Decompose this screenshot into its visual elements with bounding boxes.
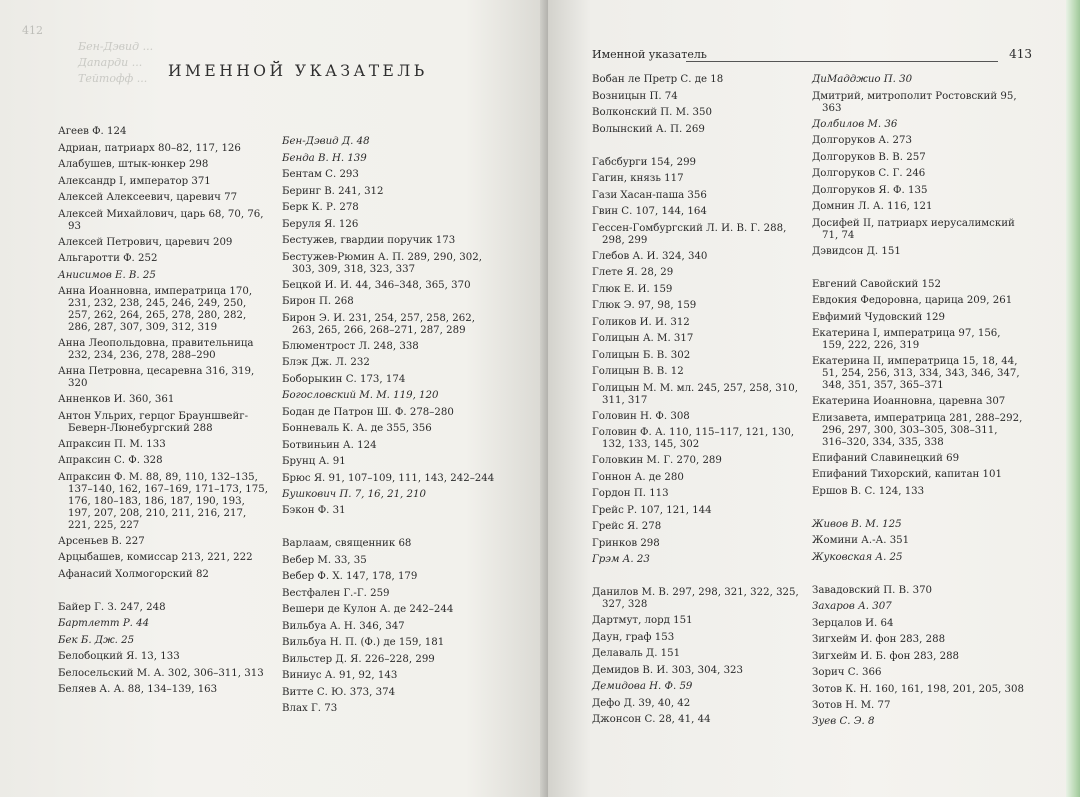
index-entry: Дартмут, лорд 151 (592, 615, 693, 626)
index-entry: Екатерина II, императрица 15, 18, 44, 51, 254, 256, 313, 334, 343, 346, 347, 348, 351, 357, 365–371 (812, 356, 1020, 391)
index-entry: Джонсон С. 28, 41, 44 (592, 714, 711, 725)
index-entry: Бестужев, гвардии поручик 173 (282, 235, 456, 246)
index-entry: Антон Ульрих, герцог Брауншвейг-Беверн-Люнебургский 288 (58, 410, 249, 434)
running-header (592, 45, 1032, 65)
index-entry: Зотов Н. М. 77 (812, 699, 891, 711)
index-entry: Бенда В. Н. 139 (282, 152, 367, 164)
index-entry: Грэм А. 23 (592, 554, 650, 565)
index-entry: Глюк Э. 97, 98, 159 (592, 300, 697, 311)
index-entry: Байер Г. З. 247, 248 (58, 601, 166, 613)
index-entry: Захаров А. 307 (812, 601, 892, 612)
index-entry: Бонневаль К. А. де 355, 356 (282, 423, 432, 434)
index-entry: Гагин, князь 117 (592, 173, 684, 184)
index-entry: Долгоруков Я. Ф. 135 (812, 184, 928, 196)
header-rule (686, 61, 998, 62)
index-entry: Вебер Ф. Х. 147, 178, 179 (282, 571, 418, 582)
index-entry: ДиМадджио П. 30 (812, 74, 913, 85)
index-entry: Алабушев, штык-юнкер 298 (58, 159, 209, 170)
index-entry: Гессен-Гомбургский Л. И. В. Г. 288, 298, 299 (592, 222, 787, 246)
index-entry: Адриан, патриарх 80–82, 117, 126 (58, 142, 241, 154)
letter-group-gap (812, 500, 1024, 517)
letter-group-gap (592, 138, 804, 155)
index-entry: Влах Г. 73 (282, 703, 338, 714)
index-entry: Данилов М. В. 297, 298, 321, 322, 325, 327, 328 (592, 587, 799, 610)
index-entry: Голицын Б. В. 302 (592, 349, 691, 361)
index-entry: Арсеньев В. 227 (58, 535, 145, 547)
index-entry: Гоннон А. де 280 (592, 471, 684, 483)
index-entry: Бестужев-Рюмин А. П. 289, 290, 302, 303, 309, 318, 323, 337 (282, 251, 482, 275)
index-entry: Евгений Савойский 152 (812, 278, 942, 290)
index-entry: Головин Н. Ф. 308 (592, 410, 690, 422)
index-entry: Агеев Ф. 124 (58, 126, 127, 137)
index-entry: Зорич С. 366 (812, 667, 882, 678)
index-entry: Беляев А. А. 88, 134–139, 163 (58, 683, 218, 695)
index-entry: Белосельский М. А. 302, 306–311, 313 (58, 667, 264, 679)
index-column-right-1 (592, 72, 804, 729)
index-entry: Анна Леопольдовна, правительница 232, 234, 236, 278, 288–290 (58, 338, 254, 361)
running-header-title: Именной указатель (592, 48, 707, 61)
index-entry: Екатерина Иоанновна, царевна 307 (812, 396, 1006, 407)
page-edge (1066, 0, 1080, 797)
index-entry: Дэвидсон Д. 151 (812, 245, 901, 257)
index-entry: Дмитрий, митрополит Ростовский 95, 363 (812, 90, 1017, 114)
index-entry: Вильбуа Н. П. (Ф.) де 159, 181 (282, 637, 445, 648)
index-entry: Зигхейм И. Б. фон 283, 288 (812, 650, 960, 662)
index-entry: Анисимов Е. В. 25 (58, 269, 156, 281)
index-entry: Долгоруков А. 273 (812, 135, 912, 146)
bleed-through-line: Дапарди ... (78, 56, 143, 69)
letter-group-gap (592, 569, 804, 586)
index-entry: Арцыбашев, комиссар 213, 221, 222 (58, 552, 253, 563)
index-entry: Возницын П. 74 (592, 90, 678, 102)
index-entry: Бирон Э. И. 231, 254, 257, 258, 262, 263, 265, 266, 268–271, 287, 289 (282, 312, 475, 336)
bleed-through-line: Тейтофф ... (78, 72, 148, 85)
index-entry: Даун, граф 153 (592, 631, 675, 643)
index-entry: Габсбурги 154, 299 (592, 156, 697, 168)
index-entry: Бодан де Патрон Ш. Ф. 278–280 (282, 406, 454, 418)
index-entry: Апраксин Ф. М. 88, 89, 110, 132–135, 137–140, 162, 167–169, 171–173, 175, 176, 180–183, 186, 187, 190, 193, 197, 207, 208, 210, 211, 216, 217, 221, 225, 227 (58, 471, 268, 531)
index-entry: Завадовский П. В. 370 (812, 584, 933, 596)
index-entry: Глете Я. 28, 29 (592, 267, 674, 278)
index-entry: Бушкович П. 7, 16, 21, 210 (282, 488, 426, 500)
index-entry: Беруля Я. 126 (282, 218, 359, 230)
index-entry: Вильстер Д. Я. 226–228, 299 (282, 653, 435, 665)
index-entry: Виниус А. 91, 92, 143 (282, 670, 398, 681)
index-entry: Апраксин П. М. 133 (58, 438, 166, 450)
index-entry: Витте С. Ю. 373, 374 (282, 686, 396, 698)
index-entry: Берк К. Р. 278 (282, 202, 359, 213)
index-column-left-1 (58, 124, 270, 698)
index-entry: Блэк Дж. Л. 232 (282, 357, 370, 368)
index-entry: Волынский А. П. 269 (592, 123, 705, 135)
index-entry: Богословский М. М. 119, 120 (282, 390, 439, 401)
index-entry: Боборыкин С. 173, 174 (282, 373, 406, 385)
index-entry: Жомини А.-А. 351 (812, 535, 910, 546)
index-entry: Гвин С. 107, 144, 164 (592, 206, 707, 217)
index-entry: Брунц А. 91 (282, 456, 346, 467)
index-entry: Глюк Е. И. 159 (592, 283, 673, 295)
index-entry: Беринг В. 241, 312 (282, 185, 384, 197)
index-entry: Зерцалов И. 64 (812, 617, 894, 629)
index-entry: Демидов В. И. 303, 304, 323 (592, 664, 744, 676)
index-entry: Бирон П. 268 (282, 296, 354, 307)
index-entry: Анна Петровна, цесаревна 316, 319, 320 (58, 366, 255, 389)
index-entry: Головин Ф. А. 110, 115–117, 121, 130, 132, 133, 145, 302 (592, 427, 795, 450)
index-entry: Волконский П. М. 350 (592, 107, 712, 118)
index-entry: Зуев С. Э. 8 (812, 716, 875, 727)
index-entry: Вобан ле Претр С. де 18 (592, 74, 724, 85)
index-entry: Бентам С. 293 (282, 169, 359, 180)
index-entry: Алексей Михайлович, царь 68, 70, 76, 93 (58, 208, 264, 232)
letter-group-gap (58, 583, 270, 600)
index-entry: Досифей II, патриарх иерусалимский 71, 74 (812, 217, 1015, 241)
index-entry: Блюментрост Л. 248, 338 (282, 340, 419, 352)
index-entry: Грейс Я. 278 (592, 521, 662, 532)
index-entry: Грейс Р. 107, 121, 144 (592, 504, 712, 516)
index-entry: Вильбуа А. Н. 346, 347 (282, 620, 405, 632)
index-entry: Бецкой И. И. 44, 346–348, 365, 370 (282, 279, 471, 291)
index-entry: Голицын М. М. мл. 245, 257, 258, 310, 311, 317 (592, 382, 798, 406)
index-entry: Алексей Алексеевич, царевич 77 (58, 192, 238, 203)
index-entry: Алексей Петрович, царевич 209 (58, 236, 233, 248)
index-entry: Голицын В. В. 12 (592, 366, 684, 377)
index-entry: Анна Иоанновна, императрица 170, 231, 232, 238, 245, 246, 249, 250, 257, 262, 264, 265, 278, 280, 282, 286, 287, 307, 309, 312, 319 (58, 286, 253, 333)
index-column-left-2 (282, 134, 496, 718)
index-entry: Евфимий Чудовский 129 (812, 311, 946, 323)
index-entry: Евдокия Федоровна, царица 209, 261 (812, 295, 1013, 306)
index-entry: Ботвиньин А. 124 (282, 439, 377, 451)
index-entry: Бен-Дэвид Д. 48 (282, 136, 370, 147)
index-entry: Долбилов М. 36 (812, 118, 898, 130)
index-column-right-2 (812, 72, 1024, 731)
index-entry: Епифаний Славинецкий 69 (812, 452, 960, 464)
index-entry: Головкин М. Г. 270, 289 (592, 455, 722, 466)
index-entry: Апраксин С. Ф. 328 (58, 455, 163, 466)
letter-group-gap (282, 520, 496, 537)
index-entry: Голицын А. М. 317 (592, 333, 694, 344)
index-entry: Жуковская А. 25 (812, 551, 903, 563)
index-entry: Бек Б. Дж. 25 (58, 634, 135, 646)
index-entry: Елизавета, императрица 281, 288–292, 296, 297, 300, 303–305, 308–311, 316–320, 334, 335, 338 (812, 412, 1023, 448)
index-entry: Глебов А. И. 324, 340 (592, 250, 708, 262)
index-entry: Вешери де Кулон А. де 242–244 (282, 604, 454, 615)
index-entry: Гази Хасан-паша 356 (592, 189, 707, 201)
index-entry: Александр I, император 371 (58, 175, 211, 187)
letter-group-gap (812, 260, 1024, 277)
index-entry: Долгоруков С. Г. 246 (812, 168, 926, 179)
index-entry: Альгаротти Ф. 252 (58, 253, 158, 264)
index-entry: Екатерина I, императрица 97, 156, 159, 222, 226, 319 (812, 328, 1001, 351)
index-entry: Зигхейм И. фон 283, 288 (812, 634, 946, 645)
index-entry: Живов В. М. 125 (812, 518, 902, 530)
index-entry: Делаваль Д. 151 (592, 648, 681, 659)
index-entry: Бэкон Ф. 31 (282, 505, 346, 516)
index-entry: Афанасий Холмогорский 82 (58, 568, 209, 580)
index-entry: Голиков И. И. 312 (592, 316, 690, 328)
index-entry: Епифаний Тихорский, капитан 101 (812, 469, 1002, 480)
index-entry: Вестфален Г.-Г. 259 (282, 587, 390, 599)
index-entry: Гордон П. 113 (592, 488, 669, 499)
index-entry: Дефо Д. 39, 40, 42 (592, 697, 691, 709)
index-entry: Брюс Я. 91, 107–109, 111, 143, 242–244 (282, 472, 495, 484)
index-entry: Зотов К. Н. 160, 161, 198, 201, 205, 308 (812, 683, 1024, 695)
index-entry: Анненков И. 360, 361 (58, 394, 175, 405)
bleed-through-page-number: 412 (22, 24, 43, 37)
index-entry: Варлаам, священник 68 (282, 538, 412, 549)
index-entry: Белобоцкий Я. 13, 133 (58, 651, 180, 662)
bleed-through-line: Бен-Дэвид ... (78, 40, 154, 53)
index-entry: Ершов В. С. 124, 133 (812, 485, 925, 497)
page-number: 413 (1009, 47, 1032, 61)
index-entry: Гринков 298 (592, 537, 660, 549)
index-entry: Долгоруков В. В. 257 (812, 151, 926, 163)
page-title: ИМЕННОЙ УКАЗАТЕЛЬ (168, 62, 428, 80)
index-entry: Вебер М. 33, 35 (282, 554, 367, 566)
index-entry: Домнин Л. А. 116, 121 (812, 201, 933, 212)
index-entry: Демидова Н. Ф. 59 (592, 681, 693, 692)
letter-group-gap (812, 566, 1024, 583)
index-entry: Бартлетт Р. 44 (58, 618, 150, 629)
